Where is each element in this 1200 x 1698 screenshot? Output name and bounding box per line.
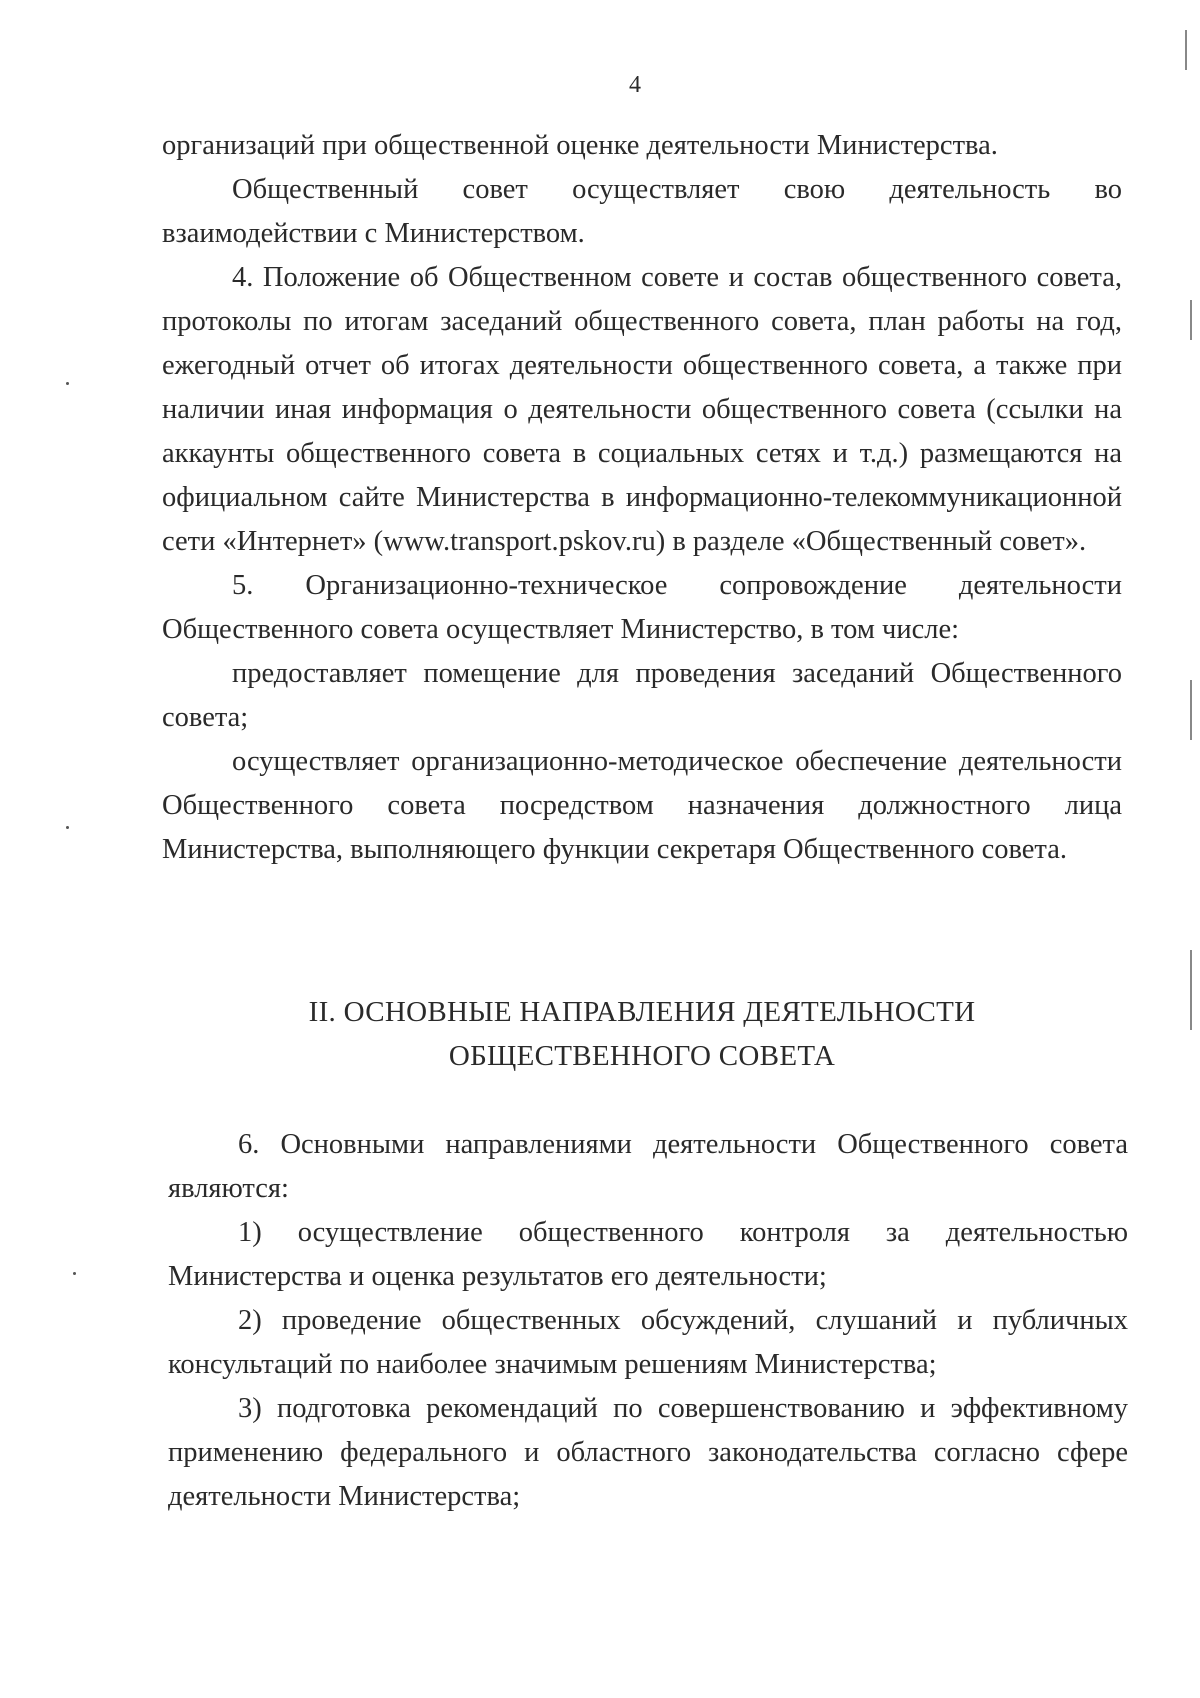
page-number: 4 — [629, 72, 641, 98]
list-item-2: 2) проведение общественных обсуждений, слушаний и публичных консультаций по наиболее значимым решениям Министерства; — [168, 1305, 1128, 1380]
section-2-heading-line-2: ОБЩЕСТВЕННОГО СОВЕТА — [448, 1040, 836, 1072]
scan-speck — [66, 826, 69, 829]
scan-edge-mark — [1190, 300, 1192, 340]
scan-speck — [73, 1272, 76, 1275]
paragraph-provides-premises: предоставляет помещение для проведения заседаний Общественного совета; — [162, 658, 1122, 733]
paragraph-5-support: 5. Организационно-техническое сопровождение деятельности Общественного совета осуществляет Министерство, в том числе: — [162, 570, 1122, 645]
scan-edge-mark — [1185, 30, 1187, 70]
scan-edge-mark — [1190, 950, 1192, 1030]
paragraph-council-interaction: Общественный совет осуществляет свою деятельность во взаимодействии с Министерством. — [162, 174, 1122, 249]
list-item-1: 1) осуществление общественного контроля за деятельностью Министерства и оценка результатов его деятельности; — [168, 1217, 1128, 1292]
section-2-heading-line-1: II. ОСНОВНЫЕ НАПРАВЛЕНИЯ ДЕЯТЕЛЬНОСТИ — [308, 996, 976, 1028]
section-2-text — [168, 1123, 1128, 1519]
section-1-text — [162, 124, 1122, 872]
paragraph-6-directions: 6. Основными направлениями деятельности Общественного совета являются: — [168, 1129, 1128, 1204]
paragraph-4-publication: 4. Положение об Общественном совете и состав общественного совета, протоколы по итогам заседаний общественного совета, план работы на год, ежегодный отчет об итогах деятельности общественного совета, а также при наличии иная информация о деятельности общественного совета (ссылки на аккаунты общественного совета в социальных сетях и т.д.) размещаются на официальном сайте Министерства в информационно-телекоммуникационной сети «Интернет» (www.transport.pskov.ru) в разделе «Общественный совет». — [162, 262, 1122, 557]
scan-edge-mark — [1190, 680, 1192, 740]
paragraph-methodical-support: осуществляет организационно-методическое обеспечение деятельности Общественного совета посредством назначения должностного лица Министерства, выполняющего функции секретаря Общественного совета. — [162, 746, 1122, 865]
list-item-3: 3) подготовка рекомендаций по совершенствованию и эффективному применению федерального и областного законодательства согласно сфере деятельности Министерства; — [168, 1393, 1128, 1512]
scan-speck — [66, 382, 69, 385]
paragraph-continuation: организаций при общественной оценке деятельности Министерства. — [162, 130, 998, 161]
section-2-heading — [162, 990, 1122, 1078]
